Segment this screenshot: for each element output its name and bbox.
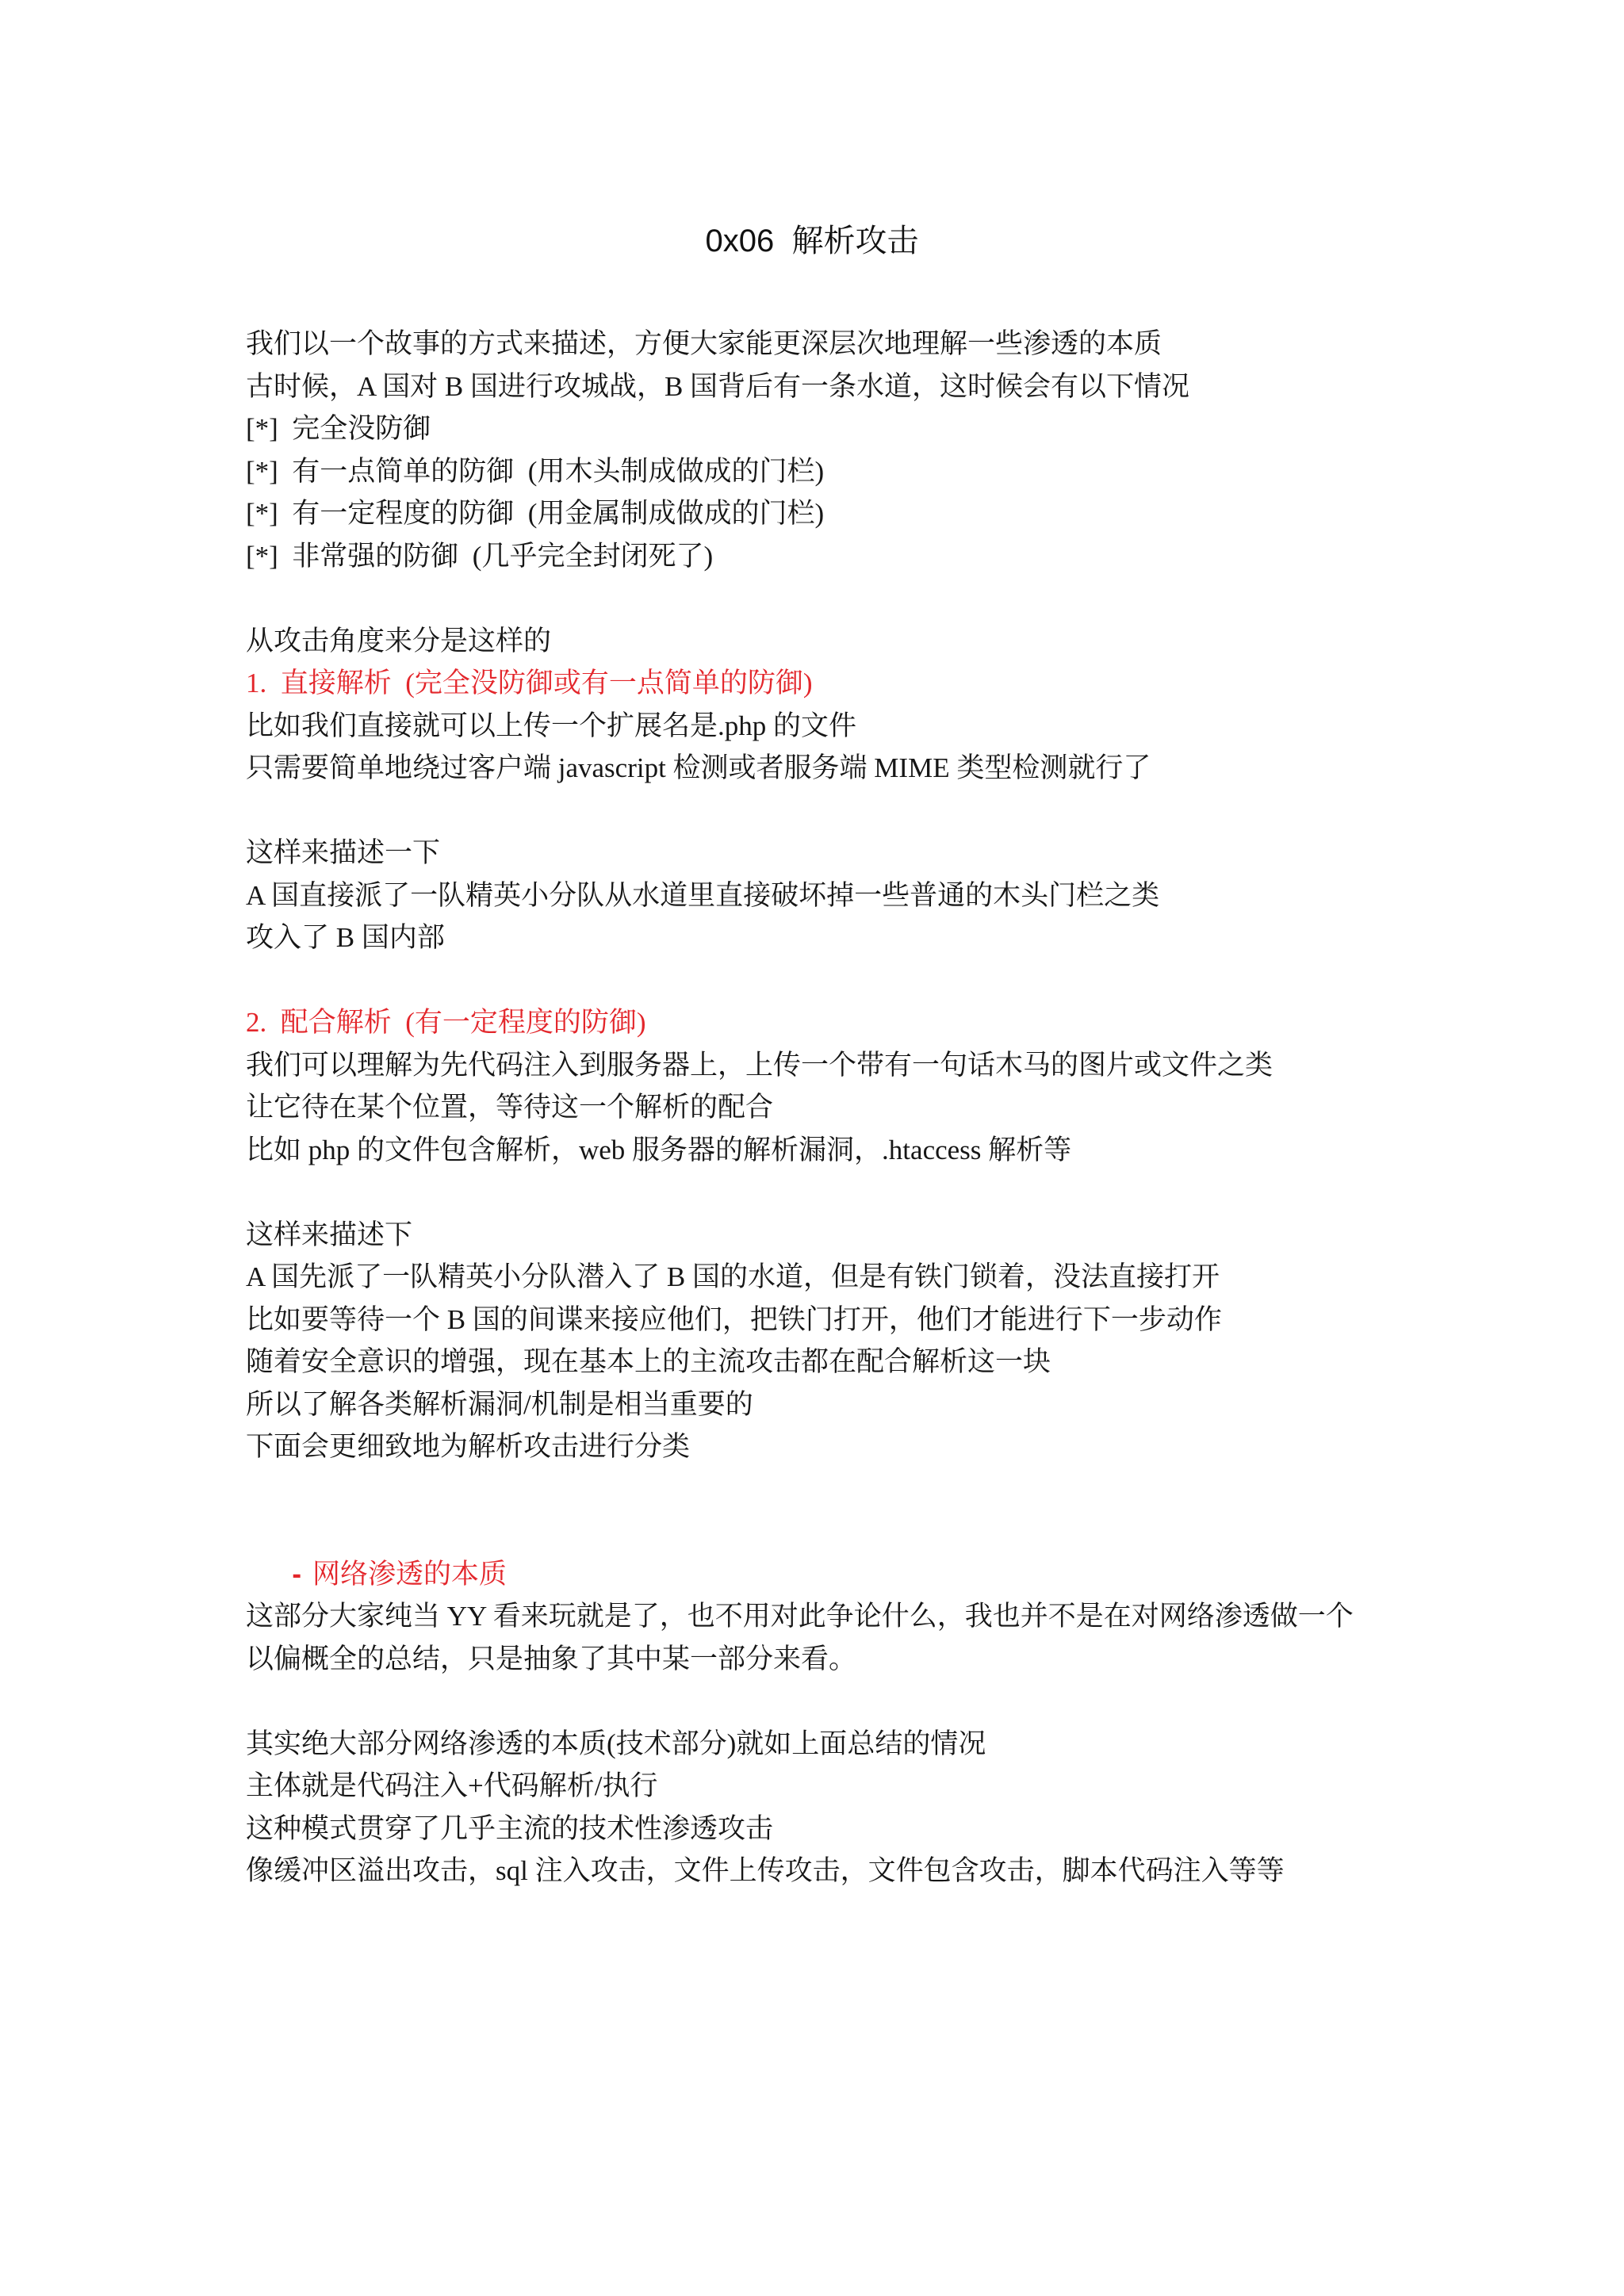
section-heading-text: 网络渗透的本质 <box>312 1558 508 1590</box>
story-lead: 这样来描述一下 <box>246 837 441 868</box>
section-heading <box>246 1510 1515 1590</box>
text-line: 这部分大家纯当 YY 看来玩就是了，也不用对此争论什么，我也并不是在对网络渗透做一个 <box>246 1601 1354 1632</box>
paragraph-gap <box>246 1680 1515 1723</box>
text-line: 其实绝大部分网络渗透的本质(技术部分)就如上面总结的情况 <box>246 1728 986 1759</box>
document-body <box>246 323 1515 1892</box>
text-line: A 国先派了一队精英小分队潜入了 B 国的水道，但是有铁门锁着，没法直接打开 <box>246 1261 1220 1292</box>
heading-dash: - <box>292 1558 302 1590</box>
text-line: 只需要简单地绕过客户端 javascript 检测或者服务端 MIME 类型检测就行了 <box>246 752 1151 783</box>
paragraph-gap <box>246 1171 1515 1214</box>
paragraph-gap <box>246 1468 1515 1511</box>
paragraph-gap <box>246 959 1515 1002</box>
text-line: 像缓冲区溢出攻击，sql 注入攻击，文件上传攻击，文件包含攻击，脚本代码注入等等 <box>246 1855 1285 1886</box>
text-line: 随着安全意识的增强，现在基本上的主流攻击都在配合解析这一块 <box>246 1346 1051 1377</box>
intro-line: 古时候，A 国对 B 国进行攻城战，B 国背后有一条水道，这时候会有以下情况 <box>246 370 1190 402</box>
page-title: 0x06 解析攻击 <box>705 224 919 258</box>
text-line: 下面会更细致地为解析攻击进行分类 <box>246 1431 691 1462</box>
text-line: 比如 php 的文件包含解析，web 服务器的解析漏洞，.htaccess 解析等 <box>246 1134 1072 1165</box>
attack-angle-lead: 从攻击角度来分是这样的 <box>246 625 552 656</box>
text-line: 比如要等待一个 B 国的间谍来接应他们，把铁门打开，他们才能进行下一步动作 <box>246 1303 1222 1335</box>
story-lead: 这样来描述下 <box>246 1219 413 1250</box>
defense-list-item: [*] 有一点简单的防御 (用木头制成做成的门栏) <box>246 455 825 487</box>
combined-parse-heading: 2. 配合解析 (有一定程度的防御) <box>246 1007 646 1038</box>
intro-line: 我们以一个故事的方式来描述，方便大家能更深层次地理解一些渗透的本质 <box>246 328 1162 359</box>
text-line: 主体就是代码注入+代码解析/执行 <box>246 1770 658 1801</box>
defense-list-item: [*] 完全没防御 <box>246 413 431 444</box>
text-line: 攻入了 B 国内部 <box>246 922 445 953</box>
text-line: A 国直接派了一队精英小分队从水道里直接破坏掉一些普通的木头门栏之类 <box>246 879 1160 911</box>
text-line: 这种模式贯穿了几乎主流的技术性渗透攻击 <box>246 1812 774 1844</box>
text-line: 比如我们直接就可以上传一个扩展名是.php 的文件 <box>246 710 857 741</box>
paragraph-gap <box>246 790 1515 832</box>
direct-parse-heading: 1. 直接解析 (完全没防御或有一点简单的防御) <box>246 668 813 698</box>
text-line: 让它待在某个位置，等待这一个解析的配合 <box>246 1092 774 1123</box>
text-line: 我们可以理解为先代码注入到服务器上，上传一个带有一句话木马的图片或文件之类 <box>246 1049 1274 1081</box>
text-line: 以偏概全的总结，只是抽象了其中某一部分来看。 <box>246 1643 857 1674</box>
defense-list-item: [*] 非常强的防御 (几乎完全封闭死了) <box>246 540 714 572</box>
text-line: 所以了解各类解析漏洞/机制是相当重要的 <box>246 1388 753 1420</box>
defense-list-item: [*] 有一定程度的防御 (用金属制成做成的门栏) <box>246 498 825 529</box>
paragraph-gap <box>246 577 1515 620</box>
